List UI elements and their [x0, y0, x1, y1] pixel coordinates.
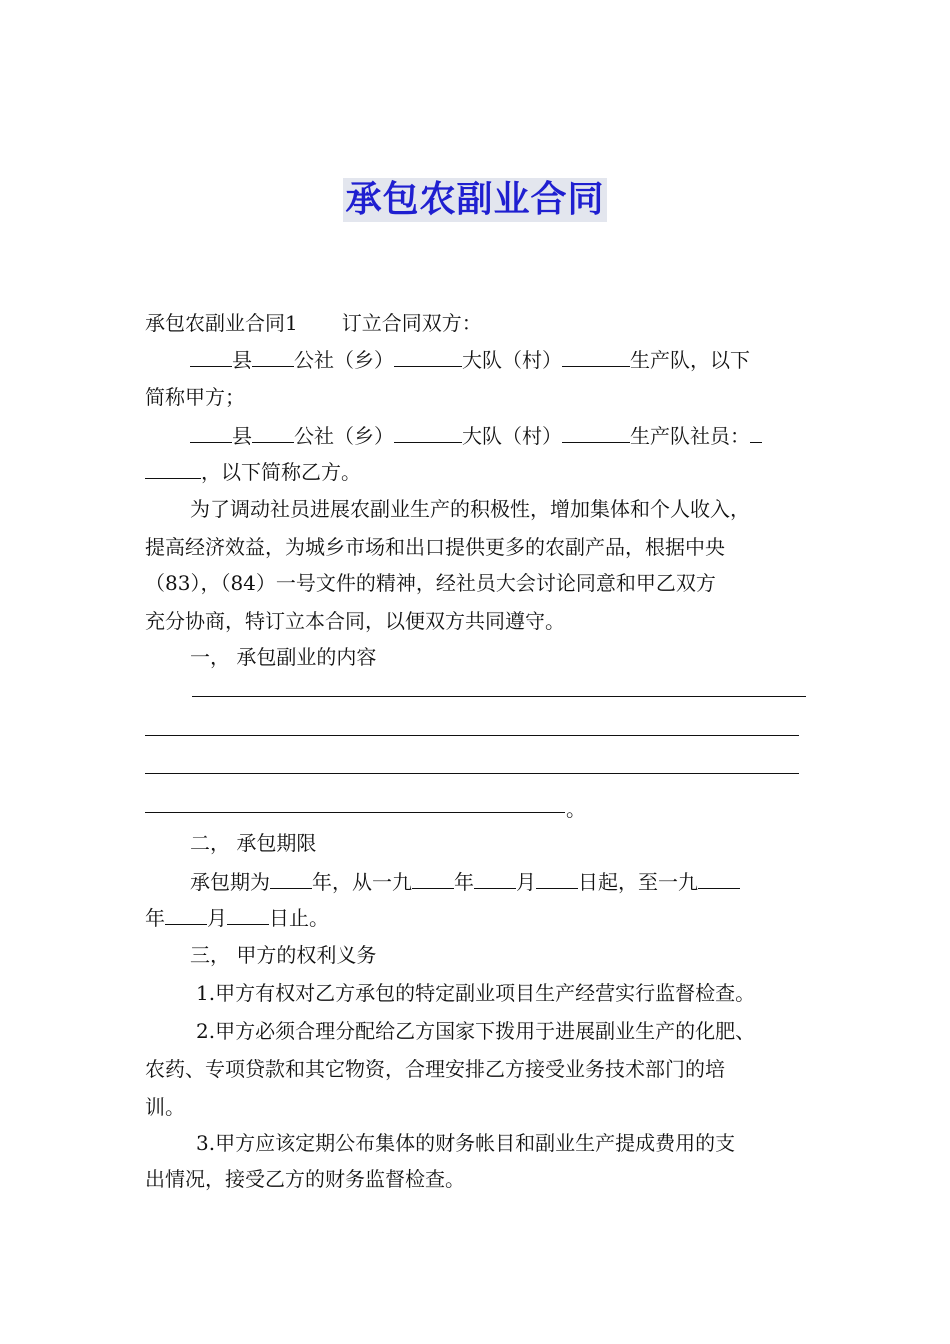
blank-end-day	[227, 904, 269, 925]
heading-line	[145, 310, 825, 336]
term-label-5: 日起，至一九	[578, 870, 698, 894]
duty-item-3-line-2: 出情况，接受乙方的财务监督检查。	[145, 1167, 465, 1191]
content-blank-line-2	[145, 735, 799, 736]
term-label-6: 年	[145, 906, 165, 930]
party-a-line-1	[190, 346, 870, 373]
blank-commune	[252, 346, 294, 367]
content-blank-line-1	[192, 696, 806, 697]
party-b-line-1	[190, 422, 870, 449]
content-blank-line-3	[145, 773, 799, 774]
party-b-line-2	[145, 458, 825, 485]
blank-brigade-b	[394, 422, 462, 443]
section-3-title: 三， 甲方的权利义务	[190, 943, 377, 967]
duty-item-2-line-3: 训。	[145, 1095, 185, 1119]
duty-item-3-line-1: 3.甲方应该定期公布集体的财务帐目和副业生产提成费用的支	[196, 1131, 736, 1155]
blank-start-day	[536, 868, 578, 889]
blank-team-b	[562, 422, 630, 443]
label-county: 县	[232, 348, 252, 372]
blank-member-start	[750, 422, 762, 443]
document-title-wrap	[0, 178, 950, 222]
blank-years	[270, 868, 312, 889]
duty-item-1: 1.甲方有权对乙方承包的特定副业项目生产经营实行监督检查。	[196, 981, 756, 1005]
blank-brigade	[394, 346, 462, 367]
intro-line-2: 提高经济效益，为城乡市场和出口提供更多的农副产品，根据中央	[145, 535, 725, 559]
section-1-end: 。	[566, 797, 586, 821]
intro-line-4: 充分协商，特订立本合同，以便双方共同遵守。	[145, 609, 565, 633]
intro-line-3: （83），（84）一号文件的精神，经社员大会讨论同意和甲乙双方	[145, 571, 716, 595]
label-brigade-b: 大队（村）	[462, 424, 562, 448]
term-label-3: 年	[454, 870, 474, 894]
label-commune: 公社（乡）	[294, 348, 394, 372]
duty-item-2-line-2: 农药、专项贷款和其它物资，合理安排乙方接受业务技术部门的培	[145, 1057, 725, 1081]
blank-county	[190, 346, 232, 367]
term-line-1	[190, 868, 870, 895]
label-brigade: 大队（村）	[462, 348, 562, 372]
blank-end-month	[165, 904, 207, 925]
blank-county-b	[190, 422, 232, 443]
label-team: 生产队，以下	[630, 348, 750, 372]
blank-end-year	[698, 868, 740, 889]
content-blank-line-4	[145, 812, 565, 813]
party-b-label: ，以下简称乙方。	[201, 460, 361, 484]
term-label-2: 年，从一九	[312, 870, 412, 894]
blank-member-name	[145, 458, 201, 479]
blank-start-year	[412, 868, 454, 889]
parties-label: 订立合同双方：	[341, 311, 482, 335]
party-a-label: 简称甲方；	[145, 385, 245, 409]
label-county-b: 县	[232, 424, 252, 448]
blank-start-month	[474, 868, 516, 889]
contract-name: 承包农副业合同1	[145, 311, 298, 335]
term-label-7: 月	[207, 906, 227, 930]
party-a-line-2	[145, 384, 825, 410]
section-2-title: 二， 承包期限	[190, 831, 317, 855]
label-team-b: 生产队社员：	[630, 424, 750, 448]
blank-commune-b	[252, 422, 294, 443]
term-label-4: 月	[516, 870, 536, 894]
section-1-title: 一， 承包副业的内容	[190, 645, 377, 669]
term-line-2	[145, 904, 825, 931]
term-label-8: 日止。	[269, 906, 329, 930]
label-commune-b: 公社（乡）	[294, 424, 394, 448]
intro-line-1: 为了调动社员进展农副业生产的积极性，增加集体和个人收入，	[190, 497, 750, 521]
term-label-1: 承包期为	[190, 870, 270, 894]
blank-team	[562, 346, 630, 367]
duty-item-2-line-1: 2.甲方必须合理分配给乙方国家下拨用于进展副业生产的化肥、	[196, 1019, 756, 1043]
document-title: 承包农副业合同	[345, 179, 605, 220]
